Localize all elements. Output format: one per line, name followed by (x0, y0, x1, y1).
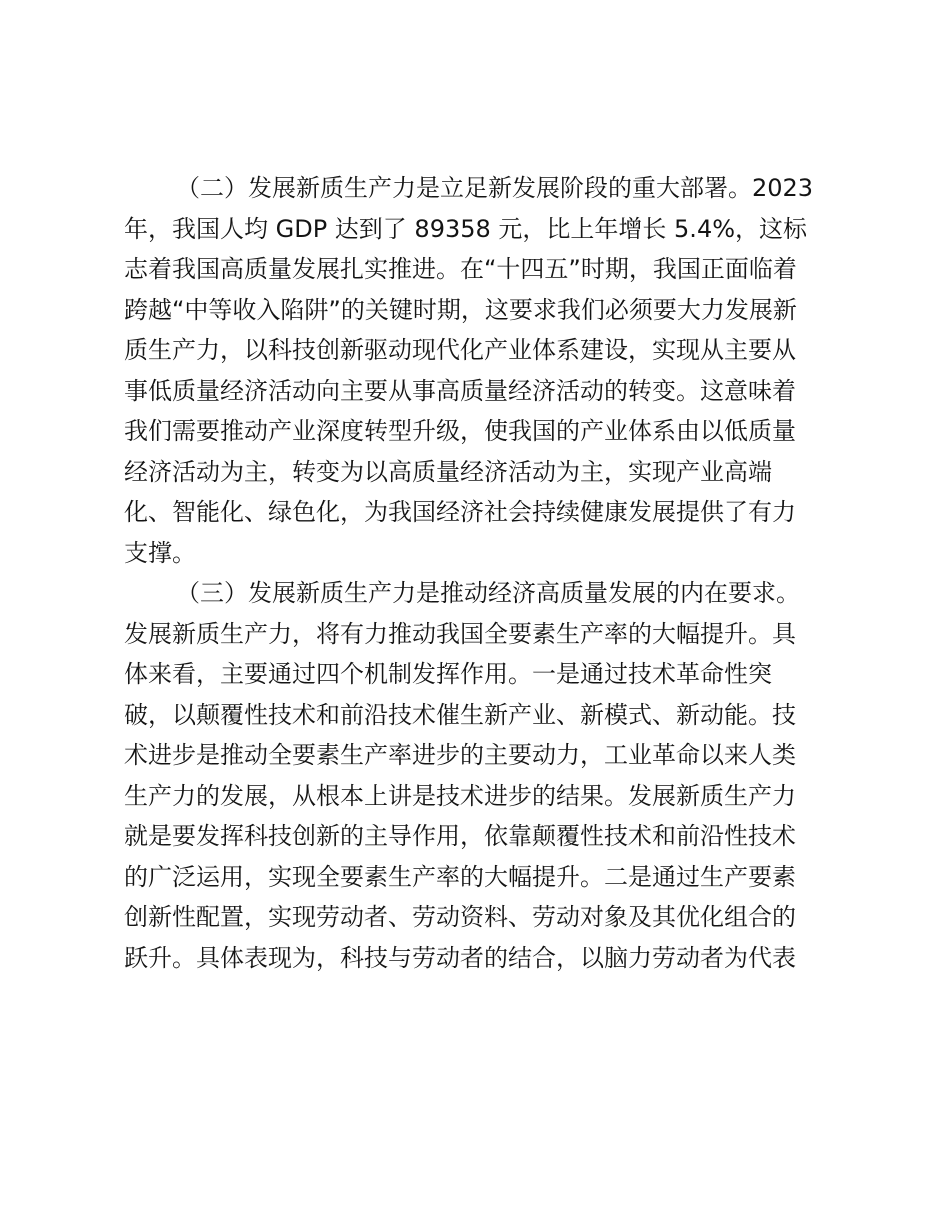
text-line: 化、智能化、绿色化，为我国经济社会持续健康发展提供了有力 (124, 498, 796, 526)
text-line: 经济活动为主，转变为以高质量经济活动为主，实现产业高端 (124, 457, 772, 486)
text-line: 支撑。 (124, 538, 196, 567)
text-line: 我们需要推动产业深度转型升级，使我国的产业体系由以低质量 (124, 417, 796, 445)
text-line: 的广泛运用，实现全要素生产率的大幅提升。二是通过生产要素 (124, 862, 796, 891)
text-line: 生产力的发展，从根本上讲是技术进步的结果。发展新质生产力 (124, 781, 796, 810)
text-line: 年，我国人均 GDP 达到了 89358 元，比上年增长 5.4%，这标 (124, 214, 808, 243)
text-line: 体来看，主要通过四个机制发挥作用。一是通过技术革命性突 (124, 660, 772, 688)
text-line: 质生产力，以科技创新驱动现代化产业体系建设，实现从主要从 (124, 336, 796, 364)
text-line: 跨越“中等收入陷阱”的关键时期，这要求我们必须要大力发展新 (124, 295, 797, 324)
text-line: 跃升。具体表现为，科技与劳动者的结合，以脑力劳动者为代表 (124, 943, 796, 972)
text-line: 发展新质生产力，将有力推动我国全要素生产率的大幅提升。具 (124, 619, 796, 648)
paragraph-2-heading-line: （二）发展新质生产力是立足新发展阶段的重大部署。2023 (176, 174, 814, 202)
text-line: 志着我国高质量发展扎实推进。在“十四五”时期，我国正面临着 (124, 255, 797, 283)
paragraph-3-heading-line: （三）发展新质生产力是推动经济高质量发展的内在要求。 (176, 579, 800, 607)
document-body (124, 168, 830, 978)
text-line: 创新性配置，实现劳动者、劳动资料、劳动对象及其优化组合的 (124, 903, 796, 931)
text-line: 就是要发挥科技创新的主导作用，依靠颠覆性技术和前沿性技术 (124, 822, 796, 850)
text-line: 术进步是推动全要素生产率进步的主要动力，工业革命以来人类 (124, 741, 796, 769)
text-line: 事低质量经济活动向主要从事高质量经济活动的转变。这意味着 (124, 376, 796, 405)
text-line: 破，以颠覆性技术和前沿技术催生新产业、新模式、新动能。技 (124, 700, 796, 729)
